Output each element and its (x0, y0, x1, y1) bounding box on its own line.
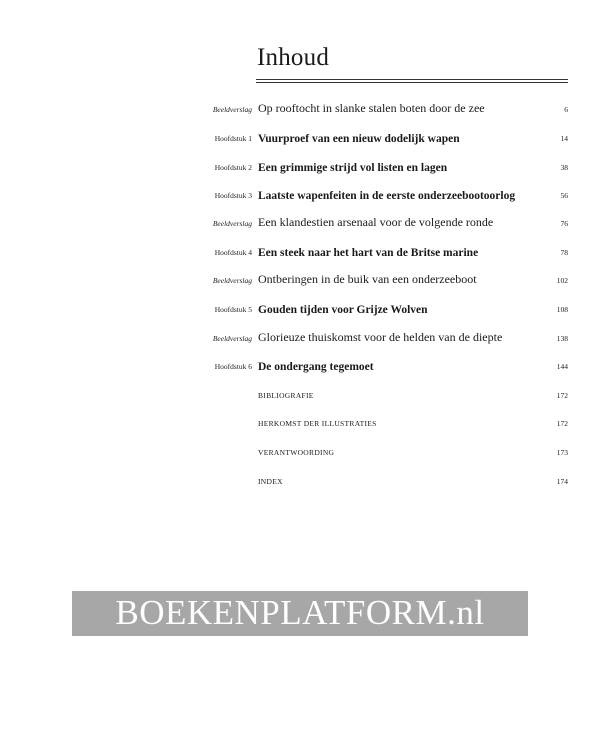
entry-kind: Beeldverslag (212, 276, 252, 285)
toc-entry (0, 213, 600, 231)
entry-page: 144 (556, 362, 568, 371)
entry-kind: Beeldverslag (212, 334, 252, 343)
entry-title: De ondergang tegemoet (258, 361, 374, 373)
toc-entry (0, 157, 600, 175)
entry-page: 6 (564, 105, 568, 114)
toc-entry (0, 99, 600, 117)
back-matter-page: 174 (556, 477, 568, 486)
toc-entry (0, 299, 600, 317)
toc-entry (0, 328, 600, 346)
back-matter-page: 173 (556, 448, 568, 457)
entry-title: Een steek naar het hart van de Britse marine (258, 247, 479, 259)
entry-kind: Hoofdstuk 2 (214, 163, 252, 172)
entry-kind: Hoofdstuk 6 (214, 362, 252, 371)
entry-page: 78 (560, 248, 568, 257)
entry-page: 138 (556, 334, 568, 343)
entry-page: 38 (560, 163, 568, 172)
back-matter-entry (0, 385, 600, 403)
entry-title: Gouden tijden voor Grijze Wolven (258, 304, 428, 316)
toc-entry (0, 270, 600, 288)
toc-entry (0, 128, 600, 146)
entry-kind: Hoofdstuk 1 (214, 134, 252, 143)
entry-title: Ontberingen in de buik van een onderzeeboot (258, 272, 477, 286)
back-matter-title: BIBLIOGRAFIE (258, 391, 314, 400)
entry-title: Op rooftocht in slanke stalen boten door de zee (258, 101, 485, 115)
entry-kind: Beeldverslag (212, 105, 252, 114)
entry-page: 102 (556, 276, 568, 285)
page-title: Inhoud (257, 44, 330, 71)
toc-entry (0, 242, 600, 260)
entry-kind: Hoofdstuk 5 (214, 305, 252, 314)
back-matter-entry (0, 471, 600, 489)
entry-title: Laatste wapenfeiten in de eerste onderzeebootoorlog (258, 190, 516, 202)
entry-title: Vuurproef van een nieuw dodelijk wapen (258, 133, 460, 145)
entry-kind: Beeldverslag (212, 219, 252, 228)
entry-page: 14 (560, 134, 568, 143)
entry-page: 108 (556, 305, 568, 314)
back-matter-title: VERANTWOORDING (258, 448, 335, 457)
entry-page: 56 (560, 191, 568, 200)
entry-kind: Hoofdstuk 4 (214, 248, 252, 257)
watermark-text: BOEKENPLATFORM.nl (115, 593, 485, 632)
entry-title: Een klandestien arsenaal voor de volgende ronde (258, 215, 494, 229)
entry-page: 76 (560, 219, 568, 228)
entry-title: Een grimmige strijd vol listen en lagen (258, 162, 448, 174)
back-matter-title: HERKOMST DER ILLUSTRATIES (258, 419, 377, 428)
back-matter-page: 172 (556, 419, 568, 428)
back-matter-page: 172 (556, 391, 568, 400)
watermark-banner (72, 591, 528, 636)
back-matter-entry (0, 442, 600, 460)
back-matter-title: INDEX (258, 477, 283, 486)
back-matter-entry (0, 413, 600, 431)
entry-kind: Hoofdstuk 3 (214, 191, 252, 200)
entry-title: Glorieuze thuiskomst voor de helden van de diepte (258, 330, 503, 344)
toc-entry (0, 356, 600, 374)
toc-entry (0, 185, 600, 203)
